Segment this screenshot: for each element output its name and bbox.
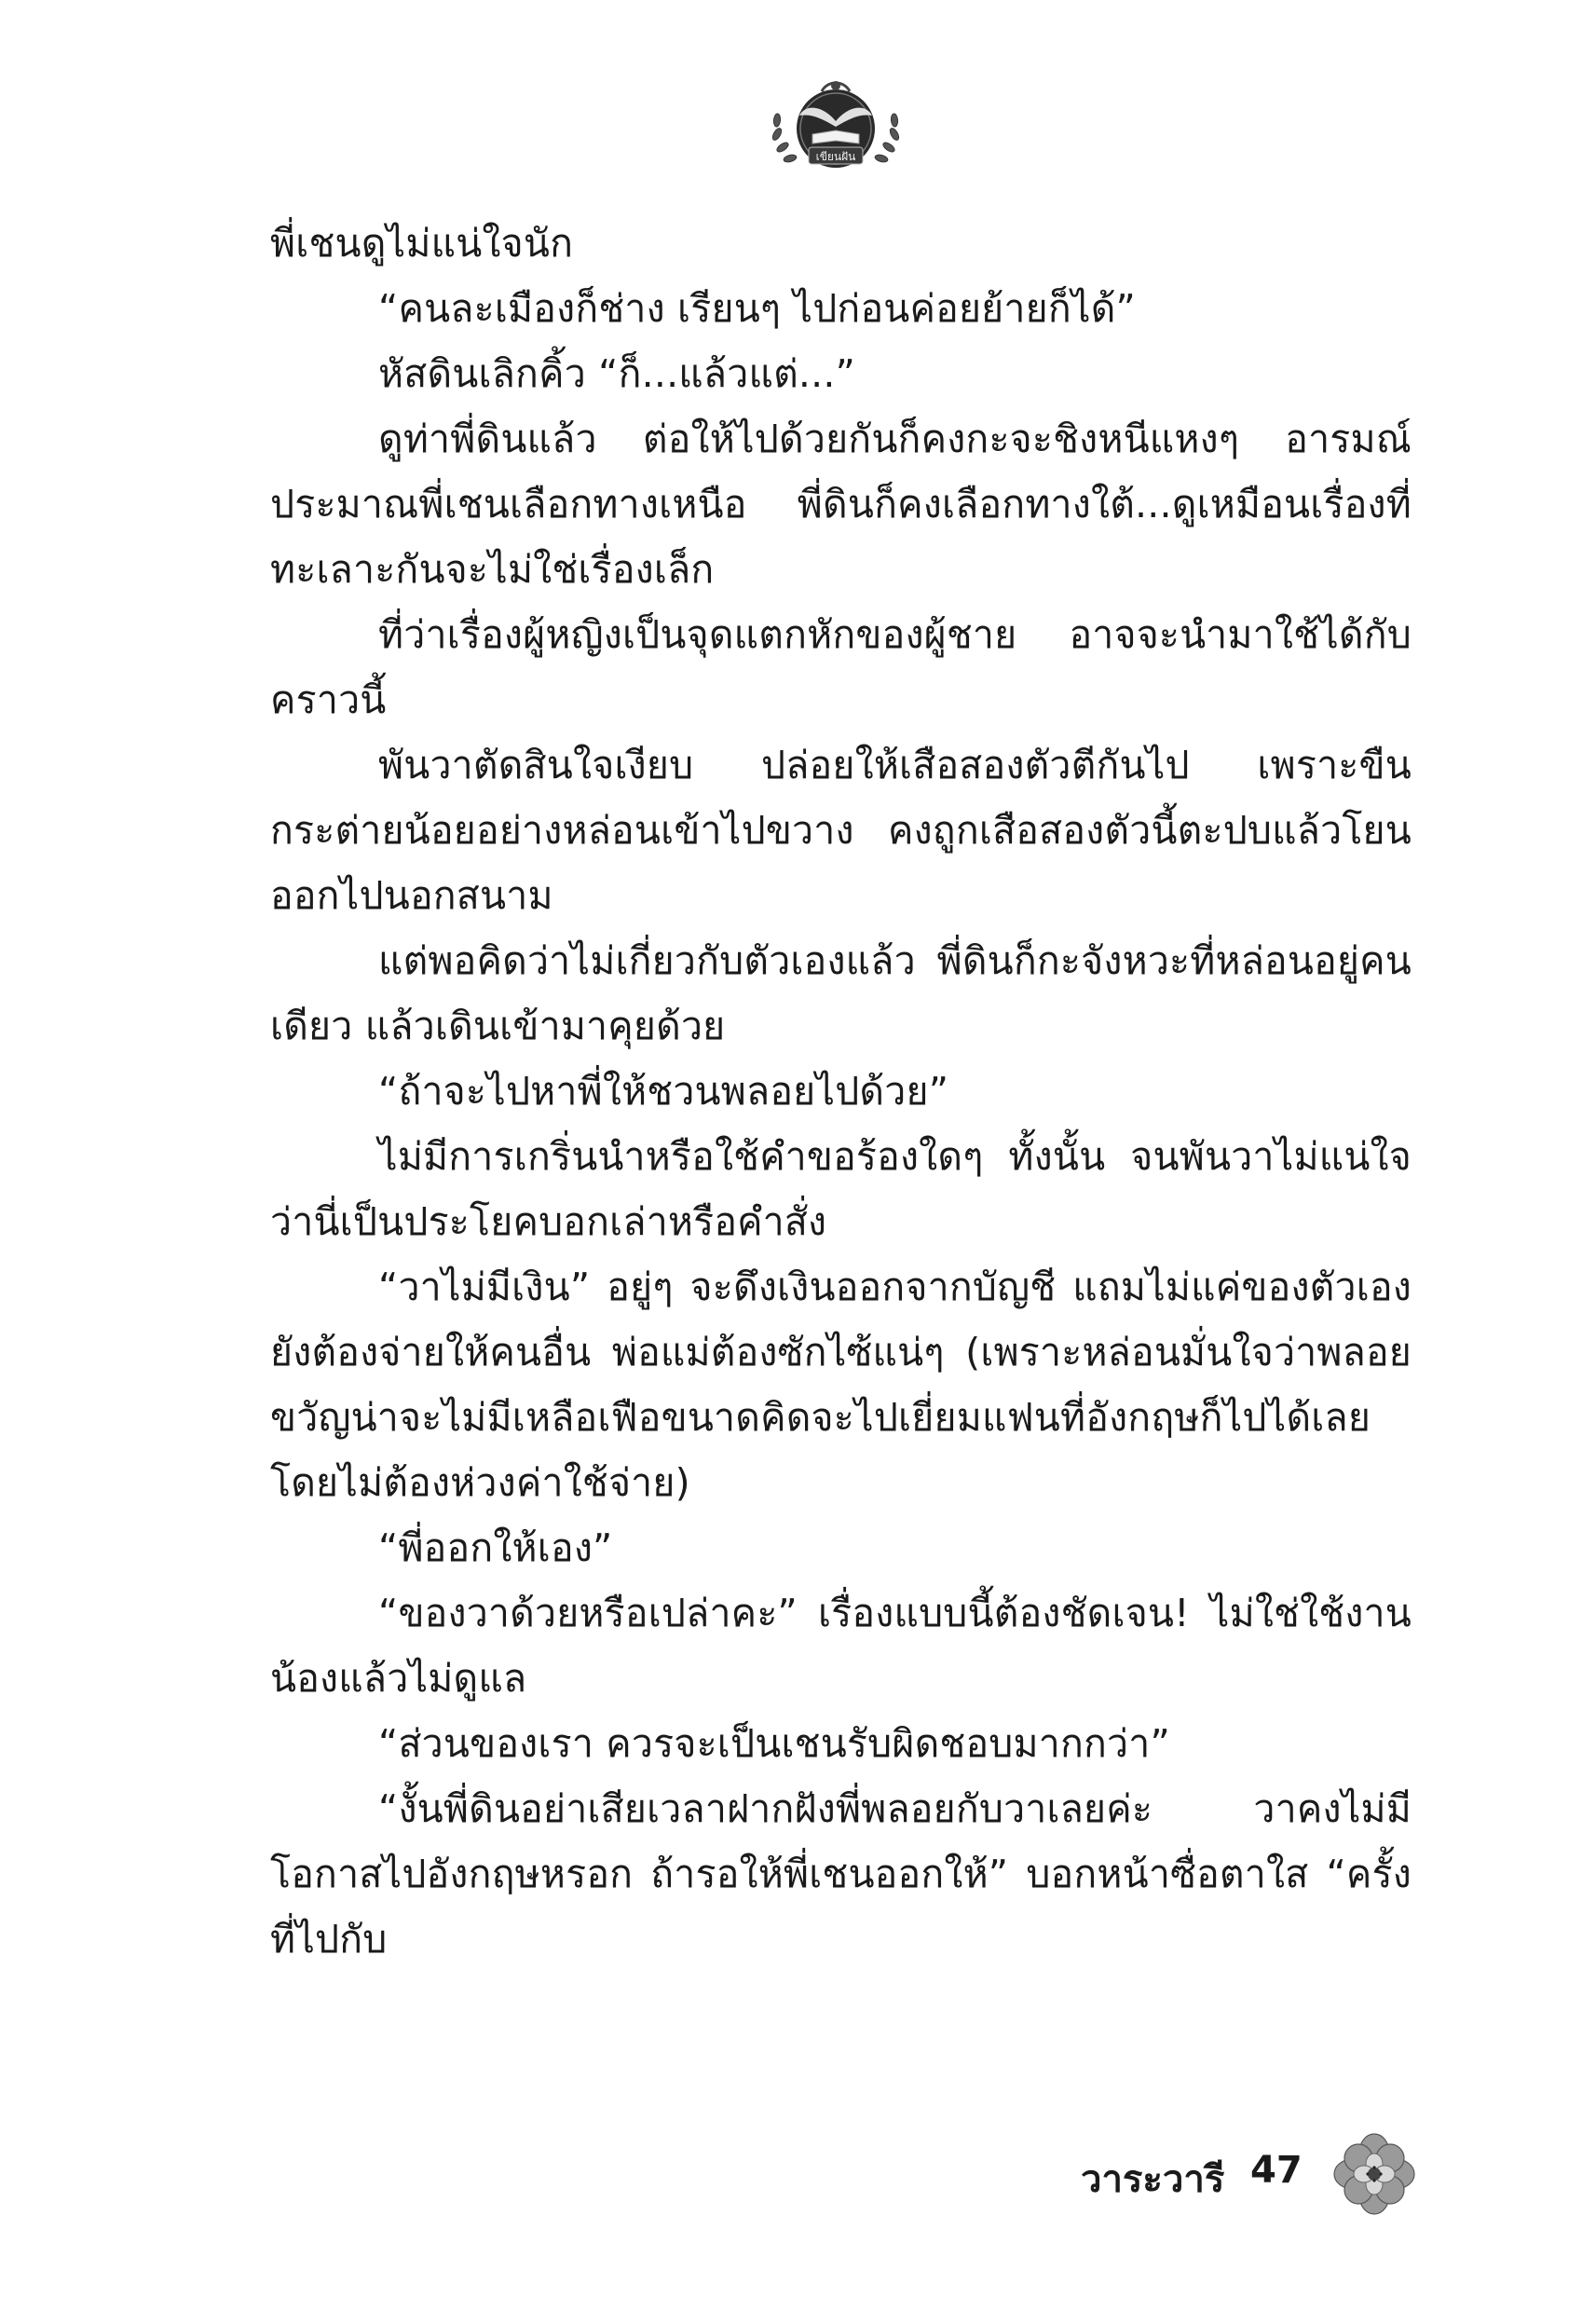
paragraph: พันวาตัดสินใจเงียบ ปล่อยให้เสือสองตัวตีกันไป เพราะขืนกระต่ายน้อยอย่างหล่อนเข้าไปขวาง คงถูกเสือสองตัวนี้ตะปบแล้วโยนออกไปนอกสนาม — [270, 743, 1412, 918]
book-wings-emblem-icon — [766, 73, 906, 177]
paragraph: ไม่มีการเกริ่นนำหรือใช้คำขอร้องใดๆ ทั้งนั้น จนพันวาไม่แน่ใจว่านี่เป็นประโยคบอกเล่าหรือคำสั่ง — [270, 1134, 1412, 1244]
page-number: 47 — [1250, 2149, 1303, 2192]
paragraph: ดูท่าพี่ดินแล้ว ต่อให้ไปด้วยกันก็คงกะจะชิงหนีแหงๆ อารมณ์ประมาณพี่เชนเลือกทางเหนือ พี่ดินก็คงเลือกทางใต้...ดูเหมือนเรื่องที่ทะเลาะกันจะไม่ใช่เรื่องเล็ก — [270, 417, 1412, 592]
book-title: วาระวารี — [1081, 2158, 1225, 2201]
paragraph: พี่เชนดูไม่แน่ใจนัก — [270, 221, 574, 266]
body-text — [270, 211, 1412, 1972]
paragraph: “ของวาด้วยหรือเปล่าคะ” เรื่องแบบนี้ต้องชัดเจน! ไม่ใช่ใช้งานน้องแล้วไม่ดูแล — [270, 1591, 1412, 1701]
page-footer — [1053, 2132, 1444, 2216]
paragraph: “พี่ออกให้เอง” — [378, 1525, 613, 1570]
paragraph: “คนละเมืองก็ช่าง เรียนๆ ไปก่อนค่อยย้ายก็ได้” — [378, 286, 1136, 331]
paragraph: “ถ้าจะไปหาพี่ให้ชวนพลอยไปด้วย” — [378, 1069, 949, 1114]
paragraph: หัสดินเลิกคิ้ว “ก็...แล้วแต่...” — [378, 351, 856, 396]
paragraph: “งั้นพี่ดินอย่าเสียเวลาฝากฝังพี่พลอยกับวาเลยค่ะ วาคงไม่มีโอกาสไปอังกฤษหรอก ถ้ารอให้พี่เชนออกให้” บอกหน้าซื่อตาใส “ครั้งที่ไปกับ — [270, 1786, 1412, 1962]
emblem-text: เขียนฝัน — [815, 150, 856, 163]
paragraph: แต่พอคิดว่าไม่เกี่ยวกับตัวเองแล้ว พี่ดินก็กะจังหวะที่หล่อนอยู่คนเดียว แล้วเดินเข้ามาคุยด้วย — [270, 938, 1412, 1048]
paragraph: “วาไม่มีเงิน” อยู่ๆ จะดึงเงินออกจากบัญชี แถมไม่แค่ของตัวเองยังต้องจ่ายให้คนอื่น พ่อแม่ต้องซักไซ้แน่ๆ (เพราะหล่อนมั่นใจว่าพลอยขวัญน่าจะไม่มีเหลือเฟือขนาดคิดจะไปเยี่ยมแฟนที่อังกฤษก็ไปได้เลยโดยไม่ต้องห่วงค่าใช้จ่าย) — [270, 1265, 1412, 1505]
flower-ornament-icon — [1319, 2132, 1429, 2216]
paragraph: “ส่วนของเรา ควรจะเป็นเชนรับผิดชอบมากกว่า” — [378, 1721, 1170, 1766]
paragraph: ที่ว่าเรื่องผู้หญิงเป็นจุดแตกหักของผู้ชาย อาจจะนำมาใช้ได้กับคราวนี้ — [270, 612, 1412, 722]
